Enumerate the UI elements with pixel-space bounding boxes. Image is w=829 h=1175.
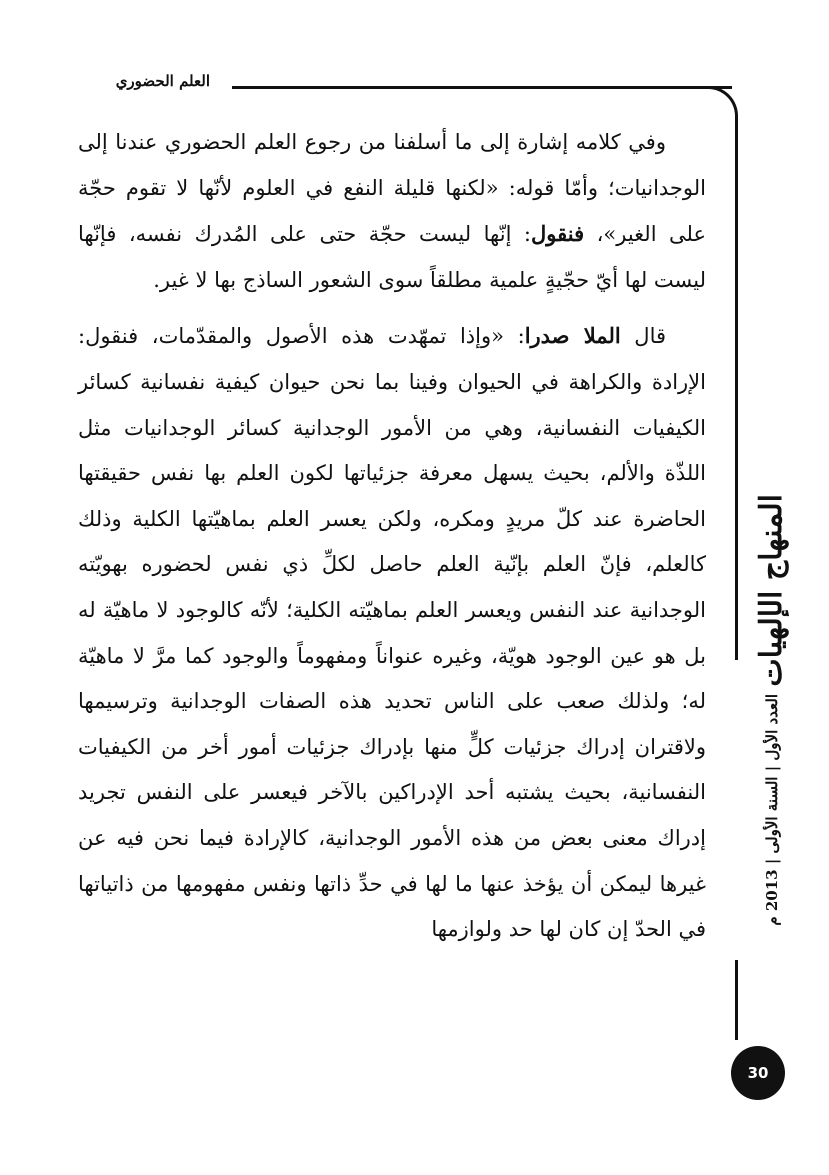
paragraph-1-rest: : إنّها ليست حجّة حتى على المُدرك نفسه، فإنّها ليست لها أيّ حجّيةٍ علمية مطلقاً سوى الشعور الساذج بها لا غير. [78, 222, 706, 292]
paragraph-2-lead: قال [620, 324, 667, 349]
paragraph-1-text: وفي كلامه إشارة إلى ما أسلفنا من رجوع العلم الحضوري عندنا إلى الوجدانيات؛ وأمّا قوله: «لكنها قليلة النفع في العلوم لأنّها لا تقوم حجّة على الغير»، [78, 130, 707, 247]
page-number: 30 [747, 1064, 769, 1082]
header-rule [232, 86, 732, 89]
issue-info-text: العدد الأول | السنة الأولى | 2013 م [763, 694, 781, 926]
frame-right-rule [735, 118, 738, 660]
paragraph-2-author: الملا صدرا [524, 323, 621, 349]
paragraph-2-quote: : «وإذا تمهّدت هذه الأصول والمقدّمات، فنقول: الإرادة والكراهة في الحيوان وفينا بما نحن حيوان كيفية نفسانية كسائر الكيفيات النفسانية، وهي من الأمور الوجدانية كسائر الوجدانيات مثل اللذّة والألم، بحيث يسهل معرفة جزئياتها لكون العلم بها نفس حقيقتها الحاضرة عند كلّ مريدٍ ومكره، ولكن يعسر العلم بماهيّتها الكلية وذلك كالعلم، فإنّ العلم بإنّية العلم حاصل لكلِّ ذي نفس لحضوره بهويّته الوجدانية عند النفس ويعسر العلم بماهيّته الكلية؛ لأنّه كالوجود لا ماهيّة له بل هو عين الوجود هويّة، وغيره عنواناً ومفهوماً والوجود كما مرَّ لا ماهيّة له؛ ولذلك صعب على الناس تحديد هذه الصفات الوجدانية وترسيمها ولاقتران إدراك جزئيات كلٍّ منها بإدراك جزئيات أمور أخر من الكيفيات النفسانية، بحيث يشتبه أحد الإدراكين بالآخر فيعسر على النفس تجريد إدراك معنى بعض من هذه الأمور الوجدانية، كالإرادة فيما نحن فيه عن غيرها ليمكن أن يؤخذ عنها ما لها في حدِّ ذاتها ونفس مفهومها من ذاتياتها في الحدّ إن كان لها حد ولوازمها [78, 324, 706, 942]
paragraph-1-emphasis: فنقول [531, 221, 585, 247]
journal-logo [748, 493, 794, 687]
frame-corner [700, 86, 738, 124]
paragraph-2 [78, 313, 706, 952]
paragraph-1 [78, 120, 706, 303]
running-title: العلم الحضوري [115, 72, 210, 90]
article-body [78, 120, 706, 953]
journal-logo-text: المنهاج الإلهيات [753, 493, 789, 687]
page-number-badge [731, 1046, 785, 1100]
issue-info [752, 690, 792, 930]
frame-right-rule-lower [735, 960, 738, 1040]
